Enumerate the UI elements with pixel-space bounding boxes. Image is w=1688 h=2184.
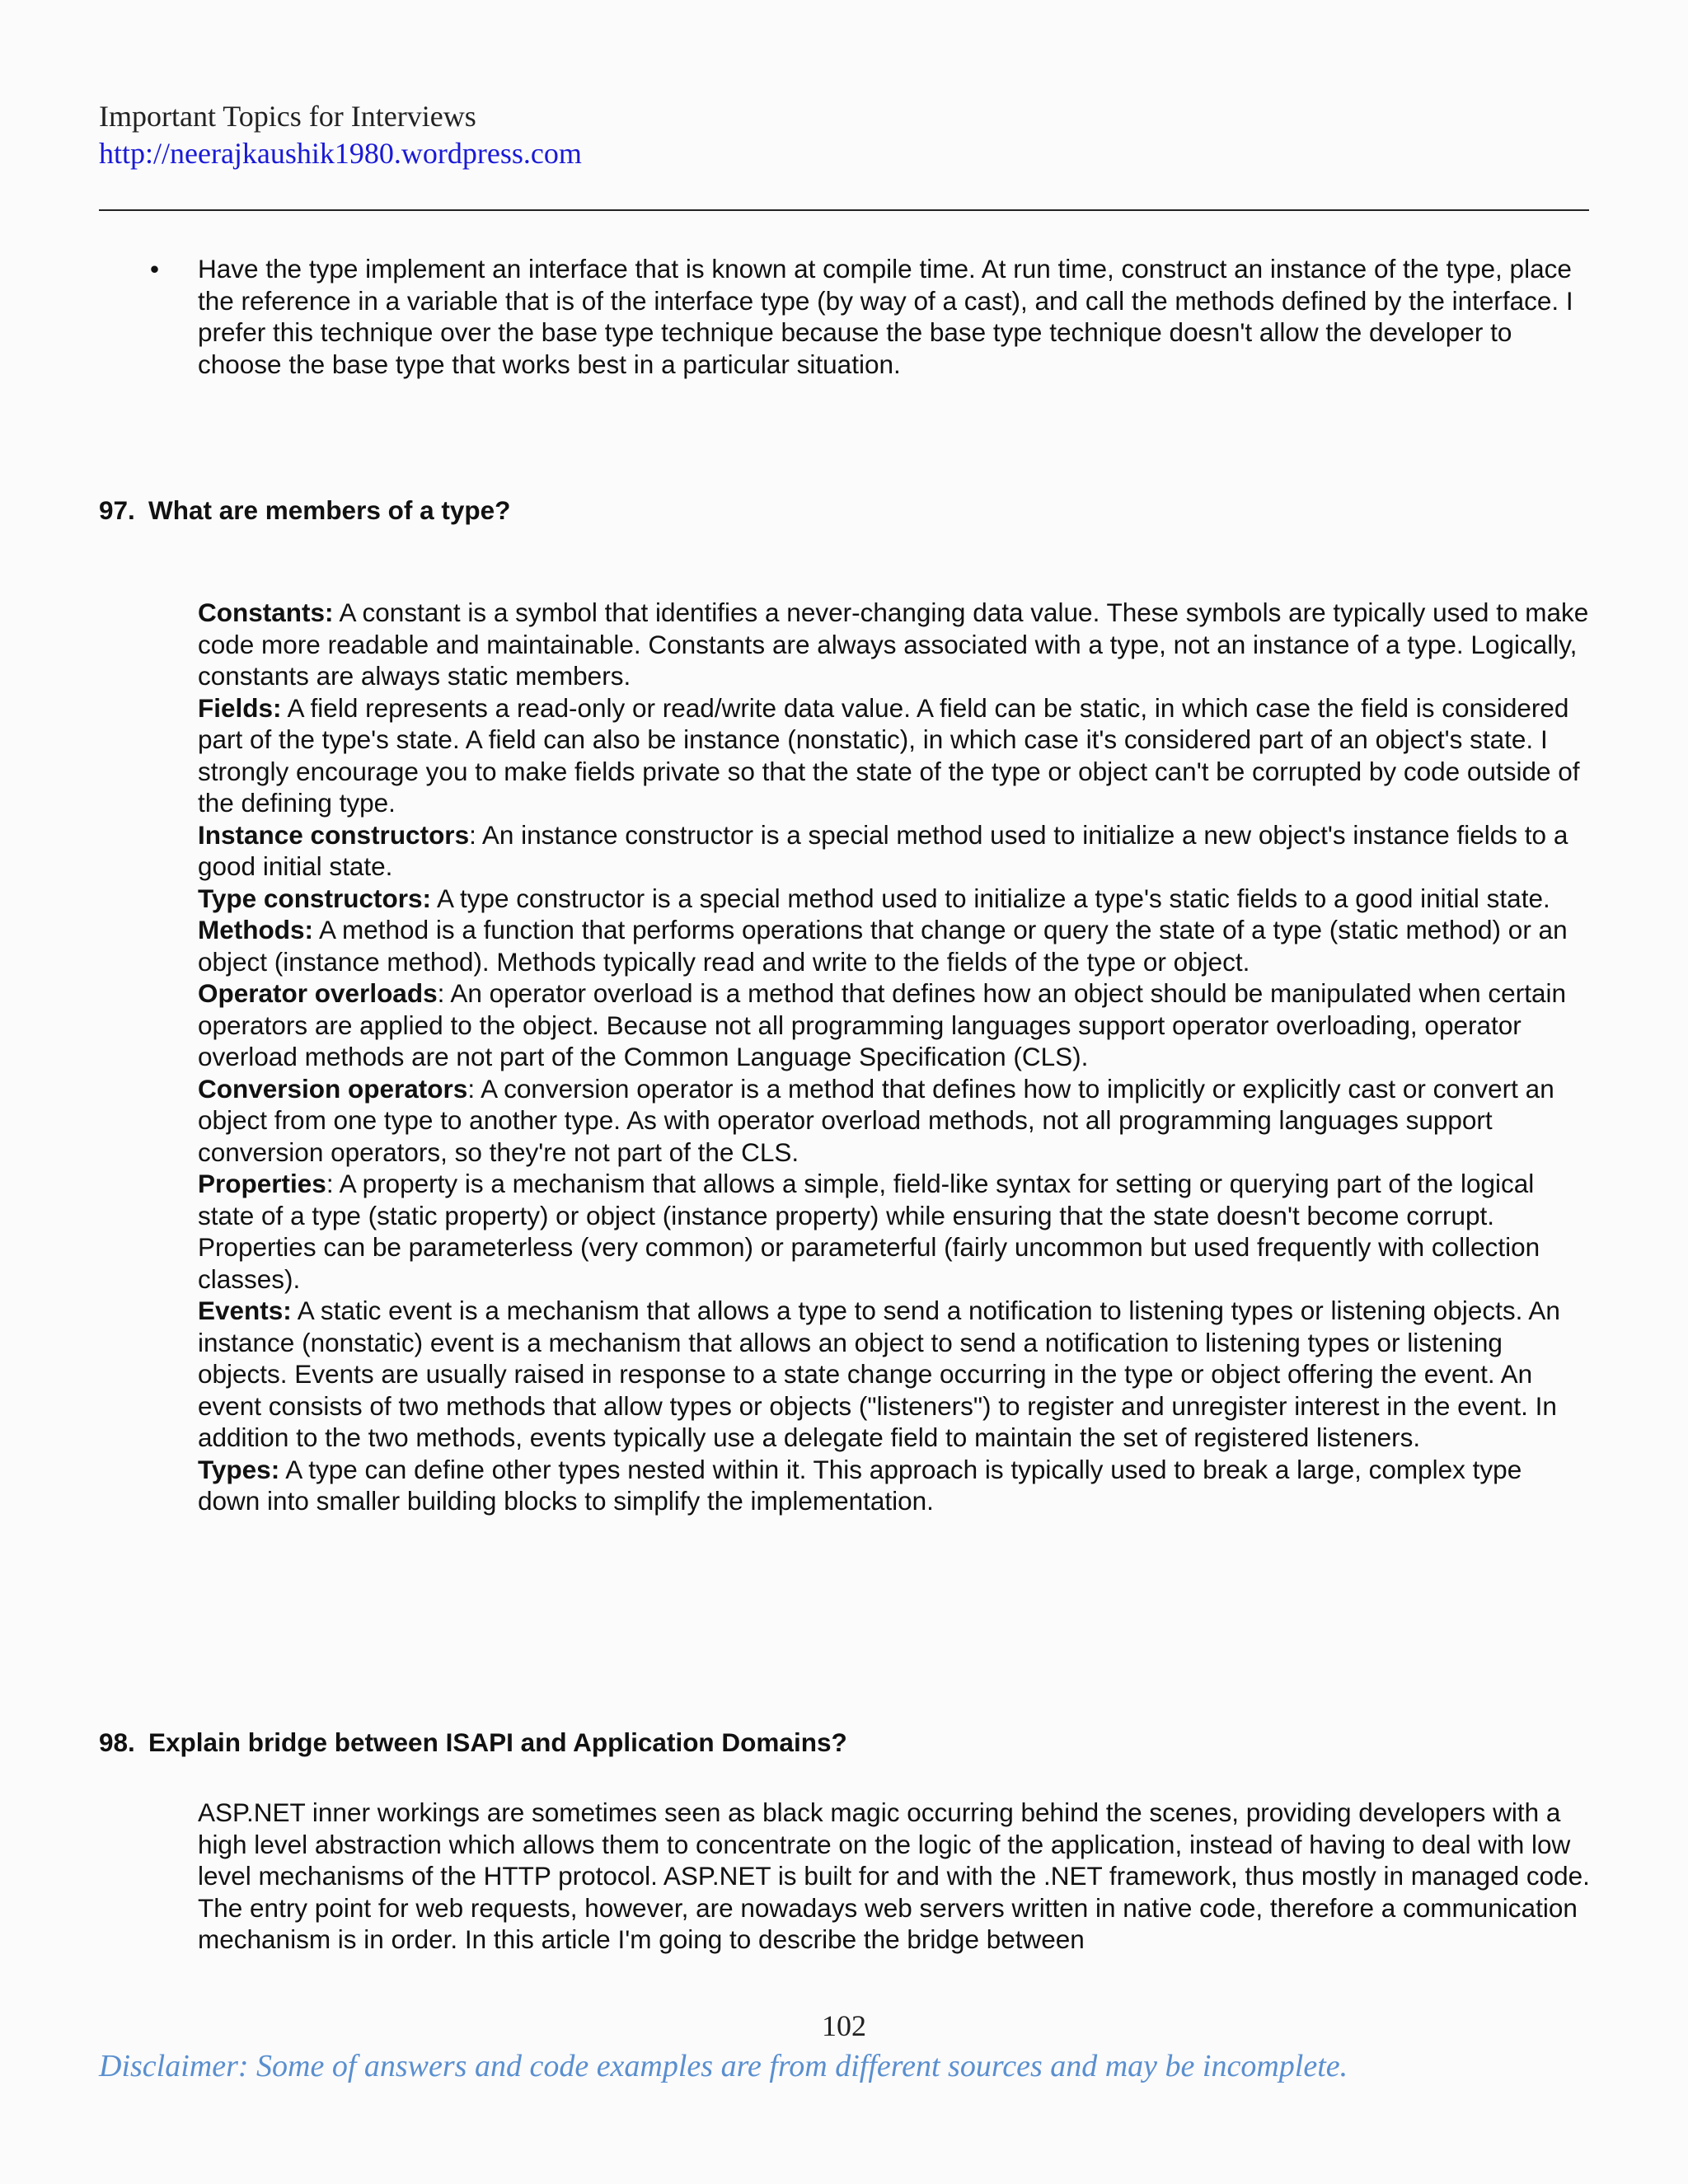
member-operator-overloads [198,977,1591,1073]
member-term: Methods: [198,915,313,944]
member-term: Operator overloads [198,978,438,1008]
member-description: : An instance constructor is a special method used to initialize a new object's instance fields to a good initial state. [198,819,1568,881]
member-type-constructors [198,883,1591,915]
member-methods [198,914,1591,977]
page-number: 102 [822,2009,866,2042]
member-properties [198,1168,1591,1295]
member-fields [198,692,1591,819]
member-description: A method is a function that performs operations that change or query the state of a type (static method) or an object (instance method). Methods typically read and write to the fields of the type or object. [198,915,1568,977]
member-term: Events: [198,1296,292,1325]
member-description: A type can define other types nested within it. This approach is typically used to break a large, complex type down into smaller building blocks to simplify the implementation. [198,1454,1522,1516]
member-term: Type constructors: [198,883,431,913]
question-title: What are members of a type? [148,495,511,525]
member-instance-constructors [198,819,1591,883]
member-term: Instance constructors [198,819,470,850]
member-description: A type constructor is a special method used to initialize a type's static fields to a good initial state. [430,883,1550,913]
member-description: : A conversion operator is a method that defines how to implicitly or explicitly cast or convert an object from one type to another type. As with operator overload methods, not all programming languages support conversion operators, so they're not part of the CLS. [198,1073,1554,1167]
member-events [198,1295,1591,1454]
member-description: : An operator overload is a method that defines how an object should be manipulated when certain operators are applied to the object. Because not all programming languages support operator overloading, operator overload methods are not part of the Common Language Specification (CLS). [198,978,1566,1071]
header-link[interactable]: http://neerajkaushik1980.wordpress.com [99,137,582,170]
question-98-heading [99,1727,847,1759]
question-98-answer: ASP.NET inner workings are sometimes seen as black magic occurring behind the scenes, providing developers with a high level abstraction which allows them to concentrate on the logic of the application, instead of having to deal with low level mechanisms of the HTTP protocol. ASP.NET is built for and with the .NET framework, thus mostly in managed code. The entry point for web requests, however, are nowadays web servers written in native code, therefore a communication mechanism is in order. In this article I'm going to describe the bridge between [198,1797,1590,1954]
member-conversion-operators [198,1073,1591,1169]
question-title: Explain bridge between ISAPI and Application Domains? [148,1727,847,1757]
member-term: Fields: [198,692,282,723]
member-term: Constants: [198,598,334,627]
question-number: 98. [99,1727,135,1757]
disclaimer: Disclaimer: Some of answers and code examples are from different sources and may be incomplete. [99,2049,1348,2083]
member-types [198,1454,1591,1517]
member-description: : A property is a mechanism that allows a simple, field-like syntax for setting or querying part of the logical state of a type (static property) or object (instance property) while ensuring that the state doesn't become corrupt. Properties can be parameterless (very common) or parameterful (fairly uncommon but used frequently with collection classes). [198,1169,1540,1294]
intro-paragraph: Have the type implement an interface that is known at compile time. At run time, construct an instance of the type, place the reference in a variable that is of the interface type (by way of a cast), and call the methods defined by the interface. I prefer this technique over the base type technique because the base type technique doesn't allow the developer to choose the base type that works best in a particular situation. [198,254,1573,379]
question-number: 97. [99,495,135,525]
member-term: Types: [198,1454,280,1484]
header-title: Important Topics for Interviews [99,100,476,133]
member-constants [198,597,1591,692]
header-divider [99,209,1589,211]
member-description: A static event is a mechanism that allows a type to send a notification to listening types or listening objects. An instance (nonstatic) event is a mechanism that allows an object to send a notification to listening types or listening objects. Events are usually raised in response to a state change occurring in the type or object offering the event. An event consists of two methods that allow types or objects ("listeners") to register and unregister interest in the event. In addition to the two methods, events typically use a delegate field to maintain the set of registered listeners. [198,1296,1560,1452]
question-97-heading [99,494,510,527]
member-term: Conversion operators [198,1073,468,1104]
member-term: Properties [198,1169,326,1198]
member-description: A field represents a read-only or read/write data value. A field can be static, in which case the field is considered part of the type's state. A field can also be instance (nonstatic), in which case it's considered part of an object's state. I strongly encourage you to make fields private so that the state of the type or object can't be corrupted by code outside of the defining type. [198,692,1580,818]
bullet-marker: • [150,254,160,284]
members-list [198,597,1591,1517]
member-description: A constant is a symbol that identifies a never-changing data value. These symbols are typically used to make code more readable and maintainable. Constants are always associated with a type, not an instance of a type. Logically, constants are always static members. [198,598,1589,691]
